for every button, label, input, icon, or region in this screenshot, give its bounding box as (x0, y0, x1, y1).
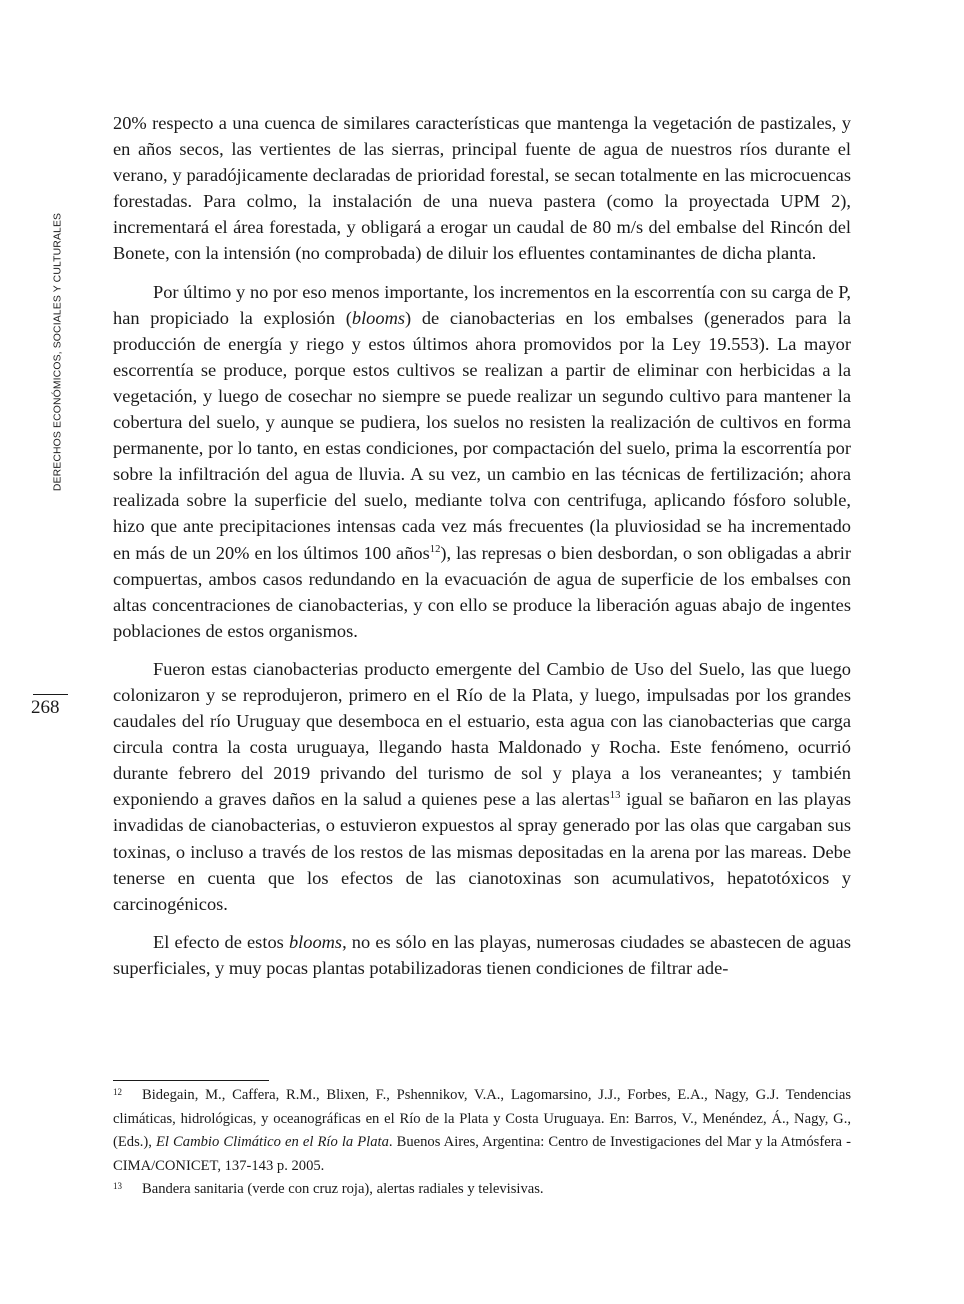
paragraph-2-emphasis: blooms (351, 307, 406, 328)
footnote-13-text: Bandera sanitaria (verde con cruz roja), alertas radiales y televisivas. (142, 1181, 544, 1198)
body-text (113, 110, 851, 993)
footnote-ref-13[interactable]: 13 (609, 789, 621, 802)
paragraph-3 (113, 656, 851, 917)
paragraph-2-text-c: ), las represas o bien desbordan, o son obligadas a abrir compuertas, ambos casos redundando en la evacuación de agua de superficie de los embalses con altas concentraciones de cianobacterias, y con ello se produce la liberación aguas abajo de ingentes poblaciones de estos organismos. (113, 542, 851, 641)
footnote-12 (113, 1084, 851, 1178)
page-number: 268 (31, 697, 60, 718)
footnote-12-text-a: Bidegain, M., Caffera, R.M., Blixen, F., Pshennikov, V.A., Lagomarsino, J.J., Forbes, E.A., Nagy, G.J. Tendencias climáticas, hidrológicas, y oceanográficas en el Río de la Plata y Costa Uruguaya. En: Barros, V., Menéndez, Á., Nagy, G., (Eds.), (113, 1087, 851, 1151)
paragraph-4-emphasis: blooms (288, 931, 343, 952)
footnote-12-text-b: . Buenos Aires, Argentina: Centro de Investigaciones del Mar y la Atmósfera - CIMA/CONICET, 137-143 p. 2005. (113, 1134, 851, 1174)
paragraph-4 (113, 929, 851, 981)
running-head: DERECHOS ECONÓMICOS, SOCIALES Y CULTURALES (52, 212, 64, 492)
page-number-rule (33, 694, 68, 695)
footnote-12-book-title: El Cambio Climático en el Río la Plata (156, 1134, 389, 1151)
paragraph-2-text-b: ) de cianobacterias en los embalses (generados para la producción de energía y riego y estos últimos ahora promovidos por la Ley 19.553). La mayor escorrentía se produce, porque estos cultivos se realizan a partir de eliminar con herbicidas a la vegetación, y luego de cosechar no siempre se puede realizar un segundo cultivo para mantener la cobertura del suelo, y aunque se pudiera, los suelos no resisten la realización de cultivos en forma permanente, por lo tanto, en estas condiciones, por compactación del suelo, prima la escorrentía por sobre la infiltración del agua de lluvia. A su vez, un cambio en las técnicas de fertilización; ahora realizada sobre la superficie del suelo, mediante tolva con centrifuga, aplicando fósforo soluble, hizo que ante precipitaciones intensas cada vez más frecuentes (la pluviosidad se ha incrementado en más de un 20% en los últimos 100 años (113, 307, 851, 563)
paragraph-4-text-b: , no es sólo en las playas, numerosas ciudades se abastecen de aguas superficiales, y muy pocas plantas potabilizadoras tienen condiciones de filtrar ade- (113, 931, 851, 978)
paragraph-2 (113, 279, 851, 644)
paragraph-3-text-a: Fueron estas cianobacterias producto emergente del Cambio de Uso del Suelo, las que luego colonizaron y se reprodujeron, primero en el Río de la Plata, y luego, impulsadas por los grandes caudales del río Uruguay que desemboca en el estuario, esta agua con las cianobacterias que carga circula contra la costa uruguaya, llegando hasta Maldonado y Rocha. Este fenómeno, ocurrió durante febrero del 2019 privando del turismo de sol y playa a los veraneantes; y también exponiendo a graves daños en la salud a quienes pese a las alertas (113, 658, 851, 810)
footnote-12-number: 12 (113, 1087, 122, 1097)
footnote-rule (113, 1080, 269, 1081)
footnote-13-number: 13 (113, 1181, 122, 1192)
footnotes (113, 1084, 851, 1202)
paragraph-3-text-b: igual se bañaron en las playas invadidas de cianobacterias, o estuvieron expuestos al spray generado por las olas que cargaban sus toxinas, o incluso a través de los restos de las mismas depositadas en la arena por las mareas. Debe tenerse en cuenta que los efectos de las cianotoxinas son acumulativos, hepatotóxicos y carcinogénicos. (113, 789, 851, 914)
footnote-ref-12[interactable]: 12 (429, 542, 441, 555)
paragraph-1 (113, 110, 851, 267)
footnote-13 (113, 1178, 851, 1202)
paragraph-1-text: 20% respecto a una cuenca de similares características que mantenga la vegetación de pastizales, y en años secos, las vertientes de las sierras, principal fuente de agua de nuestros ríos durante el verano, y paradójicamente declaradas de prioridad forestal, se secan totalmente en las microcuencas forestadas. Para colmo, la instalación de una nueva pastera (como la proyectada UPM 2), incrementará el área forestada, y obligará a erogar un caudal de 80 m/s del embalse del Rincón del Bonete, con la intensión (no comprobada) de diluir los efluentes contaminantes de dicha planta. (113, 113, 851, 264)
paragraph-4-text-a: El efecto de estos (153, 931, 289, 952)
paragraph-2-text-a: Por último y no por eso menos importante, los incrementos en la escorrentía con su carga de P, han propiciado la explosión ( (113, 281, 851, 328)
